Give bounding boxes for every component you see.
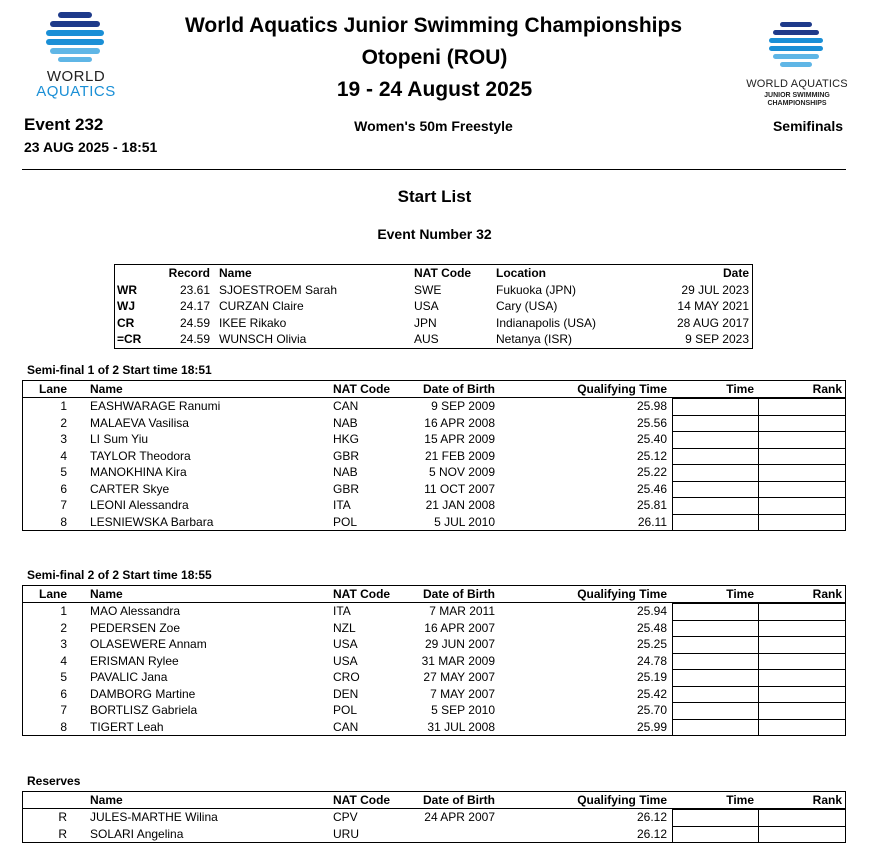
col-header-rank: Rank (812, 793, 842, 807)
logo-text-world: WORLD (46, 68, 106, 85)
qualifying-time: 25.56 (636, 415, 667, 430)
swimmer-name: MALAEVA Vasilisa (90, 415, 189, 430)
logo-text-aquatics: AQUATICS (36, 83, 116, 100)
table-row (23, 431, 845, 448)
rank-entry-box (759, 448, 846, 465)
rank-entry-box (759, 669, 846, 686)
time-entry-box (672, 398, 759, 415)
table-header-row (23, 792, 845, 809)
lane-number: 8 (60, 719, 67, 734)
table-row (23, 398, 845, 415)
qualifying-time: 26.11 (637, 514, 667, 529)
col-header-time: Time (726, 587, 754, 601)
semi1-table (22, 380, 846, 531)
time-entry-box (672, 481, 759, 498)
rank-entry-box (759, 431, 846, 448)
date-of-birth: 16 APR 2008 (424, 415, 495, 430)
qualifying-time: 24.78 (636, 653, 667, 668)
col-header-nat: NAT Code (333, 587, 391, 601)
nat-code: URU (333, 826, 359, 841)
qualifying-time: 25.42 (636, 686, 667, 701)
reserves-table (22, 791, 846, 843)
lane-number: 6 (60, 481, 67, 496)
time-entry-box (672, 653, 759, 670)
date-of-birth: 21 FEB 2009 (424, 448, 495, 463)
col-header-lane: Lane (38, 587, 67, 601)
table-row (23, 497, 845, 514)
nat-code: GBR (333, 448, 360, 463)
nat-code: CAN (333, 719, 359, 734)
table-row (23, 719, 845, 736)
page-subtitle: Event Number 32 (377, 226, 492, 242)
lane-number: 5 (60, 465, 67, 479)
col-header-location: Location (496, 266, 546, 280)
time-entry-box (672, 669, 759, 686)
table-row (23, 620, 845, 637)
swimmer-name: BORTLISZ Gabriela (90, 703, 198, 717)
nat-code: DEN (333, 686, 359, 701)
record-code: WJ (117, 299, 135, 313)
record-holder: CURZAN Claire (219, 299, 304, 313)
records-header-row (115, 265, 752, 282)
rank-entry-box (759, 398, 846, 415)
table-row (23, 826, 845, 843)
lane-number: R (58, 826, 67, 841)
date-of-birth: 24 APR 2007 (424, 810, 495, 824)
record-row (115, 331, 752, 348)
time-entry-box (672, 497, 759, 514)
record-code: =CR (117, 332, 142, 346)
nat-code: POL (333, 514, 358, 529)
event-round: Semifinals (772, 118, 843, 134)
rank-entry-box (759, 826, 846, 843)
qualifying-time: 25.94 (636, 604, 667, 618)
col-header-time: Time (726, 793, 754, 807)
dates-title: 19 - 24 August 2025 (336, 78, 533, 101)
col-header-nat: NAT Code (333, 382, 391, 396)
swimmer-name: ERISMAN Rylee (90, 653, 179, 668)
rank-entry-box (759, 620, 846, 637)
nat-code: POL (333, 703, 358, 717)
time-entry-box (672, 464, 759, 481)
time-entry-box (672, 636, 759, 653)
rank-entry-box (759, 653, 846, 670)
qualifying-time: 25.81 (636, 498, 667, 512)
time-entry-box (672, 431, 759, 448)
record-row (115, 282, 752, 299)
time-entry-box (672, 514, 759, 531)
col-header-nat: NAT Code (333, 793, 391, 807)
nat-code: USA (333, 653, 358, 668)
rank-entry-box (759, 686, 846, 703)
swimmer-name: SOLARI Angelina (90, 826, 184, 841)
nat-code: CAN (333, 399, 359, 413)
date-of-birth: 29 JUN 2007 (424, 637, 495, 651)
table-row (23, 653, 845, 670)
table-header-row (23, 381, 845, 398)
record-holder: IKEE Rikako (219, 315, 287, 330)
event-datetime: 23 AUG 2025 - 18:51 (24, 139, 158, 155)
swimmer-name: OLASEWERE Annam (90, 637, 207, 651)
nat-code: NZL (333, 620, 356, 635)
record-nat: USA (414, 299, 439, 313)
swimmer-name: TAYLOR Theodora (90, 448, 191, 463)
nat-code: ITA (333, 604, 351, 618)
time-entry-box (672, 448, 759, 465)
semi2-table (22, 585, 846, 736)
rank-entry-box (759, 603, 846, 620)
championship-title: World Aquatics Junior Swimming Championships (184, 14, 683, 37)
rank-entry-box (759, 702, 846, 719)
lane-number: 7 (60, 703, 67, 717)
col-header-nat: NAT Code (414, 266, 472, 280)
col-header-date: Date (722, 266, 749, 280)
qualifying-time: 25.98 (636, 399, 667, 413)
swimmer-name: CARTER Skye (90, 481, 170, 496)
col-header-dob: Date of Birth (423, 382, 495, 396)
table-row (23, 448, 845, 465)
col-header-dob: Date of Birth (423, 793, 495, 807)
time-entry-box (672, 415, 759, 432)
rank-entry-box (759, 809, 846, 826)
venue-title: Otopeni (ROU) (361, 46, 508, 69)
table-row (23, 415, 845, 432)
table-row (23, 669, 845, 686)
table-row (23, 464, 845, 481)
lane-number: 3 (60, 637, 67, 651)
nat-code: ITA (333, 498, 351, 512)
qualifying-time: 25.12 (636, 448, 667, 463)
qualifying-time: 25.48 (636, 620, 667, 635)
date-of-birth: 27 MAY 2007 (423, 670, 495, 684)
rank-entry-box (759, 636, 846, 653)
record-location: Netanya (ISR) (496, 332, 573, 346)
col-header-rank: Rank (812, 382, 842, 396)
rank-entry-box (759, 464, 846, 481)
date-of-birth: 5 JUL 2010 (434, 514, 495, 529)
swimmer-name: DAMBORG Martine (90, 686, 196, 701)
col-header-time: Time (726, 382, 754, 396)
qualifying-time: 26.12 (636, 826, 667, 841)
lane-number: 4 (60, 653, 67, 668)
record-holder: SJOESTROEM Sarah (219, 282, 338, 297)
col-header-qt: Qualifying Time (577, 793, 667, 807)
table-row (23, 603, 845, 620)
record-row (115, 315, 752, 332)
semi1-label: Semi-final 1 of 2 Start time 18:51 (27, 363, 212, 377)
nat-code: GBR (333, 481, 360, 496)
record-code: WR (117, 282, 137, 297)
swimmer-name: TIGERT Leah (90, 719, 164, 734)
table-header-row (23, 586, 845, 603)
rank-entry-box (759, 415, 846, 432)
time-entry-box (672, 719, 759, 736)
time-entry-box (672, 826, 759, 843)
swimmer-name: MAO Alessandra (90, 604, 181, 618)
lane-number: 8 (60, 514, 67, 529)
lane-number: 2 (60, 620, 67, 635)
time-entry-box (672, 620, 759, 637)
col-header-rank: Rank (812, 587, 842, 601)
date-of-birth: 5 NOV 2009 (428, 465, 495, 479)
col-header-name: Name (219, 266, 252, 280)
rank-entry-box (759, 719, 846, 736)
nat-code: HKG (333, 432, 360, 446)
nat-code: NAB (333, 465, 358, 479)
date-of-birth: 21 JAN 2008 (425, 498, 495, 512)
record-date: 14 MAY 2021 (677, 299, 749, 313)
record-date: 29 JUL 2023 (681, 282, 749, 297)
col-header-record: Record (168, 266, 210, 280)
lane-number: 1 (60, 399, 67, 413)
qualifying-time: 25.22 (636, 465, 667, 479)
lane-number: 2 (60, 415, 67, 430)
lane-number: 1 (60, 604, 67, 618)
col-header-qt: Qualifying Time (577, 382, 667, 396)
table-row (23, 481, 845, 498)
qualifying-time: 25.99 (636, 719, 667, 734)
lane-number: 3 (60, 432, 67, 446)
record-time: 23.61 (179, 282, 210, 297)
swimmer-name: PEDERSEN Zoe (90, 620, 181, 635)
record-date: 9 SEP 2023 (685, 332, 749, 346)
date-of-birth: 9 SEP 2009 (431, 399, 495, 413)
record-code: CR (117, 315, 135, 330)
lane-number: 6 (60, 686, 67, 701)
table-row (23, 702, 845, 719)
nat-code: CPV (333, 810, 358, 824)
nat-code: NAB (333, 415, 358, 430)
rank-entry-box (759, 481, 846, 498)
record-nat: AUS (414, 332, 439, 346)
date-of-birth: 11 OCT 2007 (424, 481, 495, 496)
date-of-birth: 7 MAR 2011 (429, 604, 495, 618)
rank-entry-box (759, 514, 846, 531)
logo-text-world-aquatics: WORLD AQUATICS (746, 78, 848, 90)
swimmer-name: PAVALIC Jana (90, 670, 168, 684)
qualifying-time: 25.40 (636, 432, 667, 446)
date-of-birth: 5 SEP 2010 (431, 703, 495, 717)
record-time: 24.17 (179, 299, 210, 313)
record-nat: JPN (414, 315, 437, 330)
col-header-qt: Qualifying Time (577, 587, 667, 601)
date-of-birth: 16 APR 2007 (424, 620, 495, 635)
date-of-birth: 15 APR 2009 (424, 432, 495, 446)
reserves-label: Reserves (27, 774, 81, 788)
swimmer-name: EASHWARAGE Ranumi (90, 399, 221, 413)
lane-number: 4 (60, 448, 67, 463)
logo-text-junior-swimming: JUNIOR SWIMMING (764, 92, 830, 99)
date-of-birth: 31 JUL 2008 (427, 719, 495, 734)
swimmer-name: JULES-MARTHE Wilina (90, 810, 218, 824)
qualifying-time: 26.12 (636, 810, 667, 824)
date-of-birth: 7 MAY 2007 (430, 686, 495, 701)
nat-code: CRO (333, 670, 360, 684)
table-row (23, 636, 845, 653)
col-header-name: Name (90, 587, 123, 601)
logo-text-championships: CHAMPIONSHIPS (767, 100, 827, 107)
table-row (23, 809, 845, 826)
time-entry-box (672, 686, 759, 703)
event-name: Women's 50m Freestyle (354, 118, 513, 134)
page-title: Start List (397, 187, 472, 206)
lane-number: 5 (60, 670, 67, 684)
table-row (23, 686, 845, 703)
lane-number: 7 (60, 498, 67, 512)
nat-code: USA (333, 637, 358, 651)
record-nat: SWE (414, 282, 442, 297)
qualifying-time: 25.19 (636, 670, 667, 684)
record-location: Cary (USA) (496, 299, 558, 313)
record-date: 28 AUG 2017 (676, 315, 749, 330)
record-time: 24.59 (179, 315, 210, 330)
col-header-lane: Lane (38, 382, 67, 396)
records-table (114, 264, 753, 349)
record-location: Indianapolis (USA) (496, 315, 597, 330)
time-entry-box (672, 702, 759, 719)
swimmer-name: LI Sum Yiu (90, 432, 149, 446)
date-of-birth: 31 MAR 2009 (421, 653, 495, 668)
semi2-label: Semi-final 2 of 2 Start time 18:55 (27, 568, 212, 582)
rank-entry-box (759, 497, 846, 514)
record-time: 24.59 (179, 332, 210, 346)
col-header-name: Name (90, 382, 123, 396)
record-holder: WUNSCH Olivia (219, 332, 307, 346)
swimmer-name: LESNIEWSKA Barbara (90, 514, 214, 529)
lane-number: R (58, 810, 67, 824)
time-entry-box (672, 809, 759, 826)
table-row (23, 514, 845, 531)
swimmer-name: LEONI Alessandra (90, 498, 189, 512)
time-entry-box (672, 603, 759, 620)
qualifying-time: 25.46 (636, 481, 667, 496)
col-header-dob: Date of Birth (423, 587, 495, 601)
event-number: Event 232 (24, 115, 104, 134)
qualifying-time: 25.70 (636, 703, 667, 717)
qualifying-time: 25.25 (636, 637, 667, 651)
col-header-name: Name (90, 793, 123, 807)
swimmer-name: MANOKHINA Kira (90, 465, 187, 479)
header-divider (22, 169, 846, 170)
record-row (115, 298, 752, 315)
record-location: Fukuoka (JPN) (496, 282, 577, 297)
